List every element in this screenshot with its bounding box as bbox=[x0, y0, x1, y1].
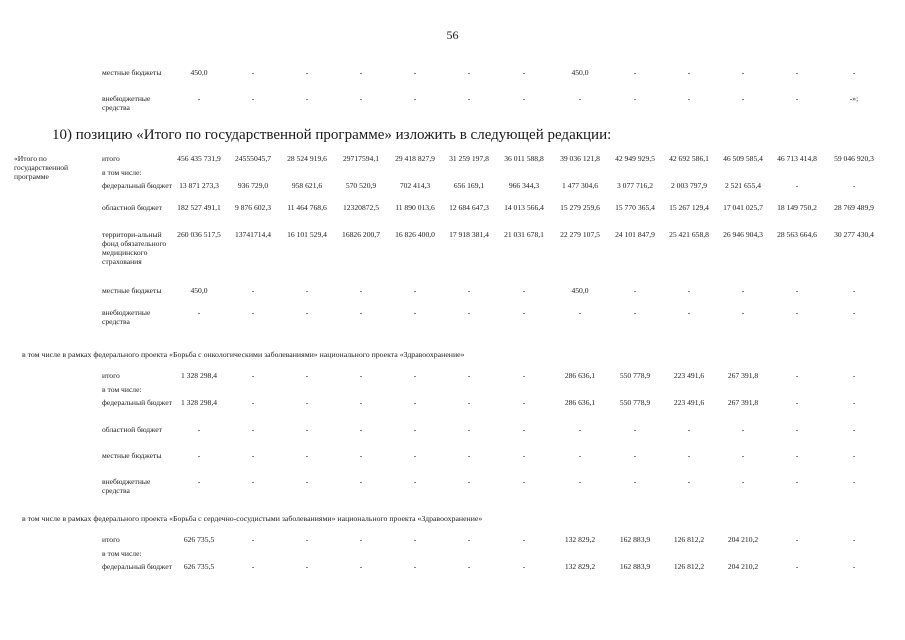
table-cell: - bbox=[305, 308, 309, 317]
table-cell bbox=[280, 168, 334, 181]
table-cell: 450,0 bbox=[190, 286, 208, 295]
section-title: «Итого по государственной программе bbox=[14, 154, 69, 181]
table-cell: - bbox=[413, 371, 417, 380]
table-cell: - bbox=[359, 286, 363, 295]
table-cell: - bbox=[852, 68, 856, 77]
table-cell bbox=[552, 549, 608, 562]
page-number: 56 bbox=[446, 28, 459, 42]
table-cell: - bbox=[197, 477, 201, 486]
table-cell: - bbox=[251, 94, 255, 103]
table-cell: - bbox=[741, 68, 745, 77]
table-cell bbox=[172, 385, 226, 398]
cardio-project-table bbox=[14, 535, 884, 588]
table-cell bbox=[608, 168, 662, 181]
table-cell: 162 883,9 bbox=[619, 535, 651, 544]
table-cell: - bbox=[305, 535, 309, 544]
table-cell: 28 524 919,6 bbox=[287, 154, 327, 163]
table-cell: 162 883,9 bbox=[619, 562, 651, 571]
table-cell: 450,0 bbox=[571, 68, 589, 77]
table-cell: 39 036 121,8 bbox=[560, 154, 600, 163]
table-cell: 59 046 920,3 bbox=[834, 154, 874, 163]
table-cell bbox=[172, 168, 226, 181]
table-cell: - bbox=[633, 425, 637, 434]
table-cell: 12320872,5 bbox=[342, 203, 380, 212]
table-cell: 286 636,1 bbox=[564, 398, 596, 407]
table-cell: 31 259 197,8 bbox=[449, 154, 489, 163]
table-cell: 958 621,6 bbox=[291, 181, 323, 190]
table-cell: - bbox=[197, 94, 201, 103]
table-cell: 182 527 491,1 bbox=[177, 203, 221, 212]
row-label: в том числе: bbox=[102, 168, 142, 177]
table-cell: - bbox=[687, 94, 691, 103]
table-cell bbox=[388, 168, 442, 181]
table-cell: - bbox=[251, 535, 255, 544]
table-cell: 267 391,8 bbox=[727, 371, 759, 380]
table-cell: - bbox=[197, 451, 201, 460]
table-row bbox=[14, 203, 884, 230]
table-cell: - bbox=[522, 451, 526, 460]
table-cell: 13 871 273,3 bbox=[179, 181, 219, 190]
table-cell: 456 435 731,9 bbox=[177, 154, 221, 163]
table-cell: - bbox=[795, 398, 799, 407]
table-cell: 626 735,5 bbox=[183, 562, 215, 571]
table-row bbox=[14, 385, 884, 398]
table-cell: - bbox=[305, 286, 309, 295]
table-row bbox=[14, 451, 884, 477]
table-cell: - bbox=[795, 425, 799, 434]
table-cell: - bbox=[413, 68, 417, 77]
table-cell: 132 829,2 bbox=[564, 535, 596, 544]
table-cell: 26 946 904,3 bbox=[723, 230, 763, 239]
table-cell: - bbox=[522, 286, 526, 295]
table-cell: 3 077 716,2 bbox=[616, 181, 654, 190]
table-cell bbox=[716, 549, 770, 562]
table-cell: 936 729,0 bbox=[237, 181, 269, 190]
row-label: итого bbox=[102, 154, 120, 163]
table-row bbox=[14, 154, 884, 168]
table-cell: - bbox=[305, 68, 309, 77]
table-cell bbox=[662, 385, 716, 398]
table-cell: - bbox=[852, 371, 856, 380]
table-cell: - bbox=[795, 371, 799, 380]
table-cell: - bbox=[522, 308, 526, 317]
row-label: федеральный бюджет bbox=[102, 562, 172, 571]
table-cell: 1 328 298,4 bbox=[180, 371, 218, 380]
table-cell: - bbox=[359, 477, 363, 486]
table-cell: 626 735,5 bbox=[183, 535, 215, 544]
table-cell: - bbox=[578, 477, 582, 486]
row-label: областной бюджет bbox=[102, 203, 162, 212]
table-cell bbox=[662, 549, 716, 562]
table-cell: - bbox=[251, 286, 255, 295]
table-cell: - bbox=[633, 286, 637, 295]
table-cell bbox=[334, 385, 388, 398]
row-label: итого bbox=[102, 535, 120, 544]
table-cell: 126 812,2 bbox=[673, 562, 705, 571]
table-cell: 16 826 400,0 bbox=[395, 230, 435, 239]
table-cell: - bbox=[852, 477, 856, 486]
table-cell: 22 279 107,5 bbox=[560, 230, 600, 239]
table-cell: 25 421 658,8 bbox=[669, 230, 709, 239]
table-cell: - bbox=[467, 451, 471, 460]
table-cell: - bbox=[578, 451, 582, 460]
table-cell: - bbox=[413, 308, 417, 317]
table-cell: 17 041 025,7 bbox=[723, 203, 763, 212]
table-cell: - bbox=[305, 371, 309, 380]
row-label: внебюджетные средства bbox=[102, 94, 151, 112]
table-cell bbox=[496, 549, 552, 562]
table-cell: - bbox=[633, 451, 637, 460]
table-row bbox=[14, 230, 884, 286]
table-cell: - bbox=[852, 286, 856, 295]
table-cell: 223 491,6 bbox=[673, 398, 705, 407]
table-cell: - bbox=[795, 451, 799, 460]
table-cell: 260 036 517,5 bbox=[177, 230, 221, 239]
oncology-project-note: в том числе в рамках федерального проекта «Борьба с онкологическими заболеваниями» национального проекта «Здравоохранение» bbox=[22, 350, 465, 359]
table-cell: - bbox=[197, 425, 201, 434]
table-cell: - bbox=[413, 477, 417, 486]
table-cell: 30 277 430,4 bbox=[834, 230, 874, 239]
table-cell: - bbox=[413, 286, 417, 295]
table-cell: - bbox=[852, 398, 856, 407]
table-cell: - bbox=[251, 477, 255, 486]
table-cell: - bbox=[413, 94, 417, 103]
table-cell: 223 491,6 bbox=[673, 371, 705, 380]
table-cell bbox=[552, 385, 608, 398]
row-label: внебюджетные средства bbox=[102, 477, 151, 495]
table-cell: - bbox=[522, 562, 526, 571]
row-label: местные бюджеты bbox=[102, 68, 162, 77]
table-cell: 204 210,2 bbox=[727, 535, 759, 544]
table-cell: - bbox=[359, 535, 363, 544]
table-row bbox=[14, 535, 884, 549]
table-row bbox=[14, 371, 884, 385]
table-cell: - bbox=[741, 308, 745, 317]
table-cell bbox=[226, 385, 280, 398]
table-cell: 9 876 602,3 bbox=[234, 203, 272, 212]
table-cell: - bbox=[251, 451, 255, 460]
oncology-project-table bbox=[14, 371, 884, 503]
table-cell bbox=[442, 385, 496, 398]
table-row bbox=[14, 168, 884, 181]
table-cell bbox=[334, 168, 388, 181]
continuation-table bbox=[14, 68, 884, 120]
table-cell: 46 509 585,4 bbox=[723, 154, 763, 163]
row-label: местные бюджеты bbox=[102, 286, 162, 295]
table-cell: 18 149 750,2 bbox=[777, 203, 817, 212]
table-cell: - bbox=[687, 477, 691, 486]
table-cell: 1 328 298,4 bbox=[180, 398, 218, 407]
table-cell: 450,0 bbox=[190, 68, 208, 77]
table-cell: 126 812,2 bbox=[673, 535, 705, 544]
table-cell: - bbox=[467, 286, 471, 295]
table-cell bbox=[226, 168, 280, 181]
table-cell: 1 477 304,6 bbox=[561, 181, 599, 190]
table-cell: - bbox=[305, 398, 309, 407]
table-cell: -»; bbox=[849, 94, 859, 103]
table-cell: 286 636,1 bbox=[564, 371, 596, 380]
table-cell: - bbox=[687, 286, 691, 295]
table-cell: - bbox=[522, 371, 526, 380]
row-label: внебюджетные средства bbox=[102, 308, 151, 326]
table-cell: - bbox=[522, 477, 526, 486]
table-cell: - bbox=[305, 425, 309, 434]
table-cell: 550 778,9 bbox=[619, 371, 651, 380]
table-cell bbox=[280, 549, 334, 562]
table-cell: - bbox=[741, 286, 745, 295]
table-cell: 24 101 847,9 bbox=[615, 230, 655, 239]
table-cell: 132 829,2 bbox=[564, 562, 596, 571]
table-cell bbox=[388, 549, 442, 562]
table-cell bbox=[608, 549, 662, 562]
table-cell: - bbox=[359, 398, 363, 407]
table-cell: - bbox=[687, 68, 691, 77]
table-cell: - bbox=[413, 535, 417, 544]
row-label: в том числе: bbox=[102, 385, 142, 394]
table-cell bbox=[226, 549, 280, 562]
table-cell: 12 684 647,3 bbox=[449, 203, 489, 212]
table-cell: - bbox=[741, 477, 745, 486]
table-cell: - bbox=[467, 68, 471, 77]
table-cell bbox=[496, 168, 552, 181]
row-label: итого bbox=[102, 371, 120, 380]
row-label: федеральный бюджет bbox=[102, 398, 172, 407]
table-cell: - bbox=[578, 308, 582, 317]
table-cell: - bbox=[795, 68, 799, 77]
table-cell: 13741714,4 bbox=[234, 230, 272, 239]
cardio-project-note: в том числе в рамках федерального проекта «Борьба с сердечно-сосудистыми заболеваниями» национального проекта «Здравоохранение» bbox=[22, 514, 483, 523]
table-cell: - bbox=[413, 451, 417, 460]
table-cell: - bbox=[795, 94, 799, 103]
table-row bbox=[14, 398, 884, 425]
table-row bbox=[14, 308, 884, 330]
table-cell bbox=[496, 385, 552, 398]
table-cell: - bbox=[359, 68, 363, 77]
table-cell bbox=[442, 168, 496, 181]
table-cell bbox=[334, 549, 388, 562]
table-cell: - bbox=[413, 425, 417, 434]
table-cell: 21 031 678,1 bbox=[504, 230, 544, 239]
table-cell: - bbox=[522, 398, 526, 407]
row-label: местные бюджеты bbox=[102, 451, 162, 460]
table-cell: - bbox=[251, 308, 255, 317]
table-cell: - bbox=[197, 308, 201, 317]
table-cell: - bbox=[741, 94, 745, 103]
table-cell: - bbox=[522, 425, 526, 434]
table-cell: 28 769 489,9 bbox=[834, 203, 874, 212]
table-cell: 966 344,3 bbox=[508, 181, 540, 190]
table-cell bbox=[608, 385, 662, 398]
table-cell: 11 890 013,6 bbox=[395, 203, 435, 212]
table-cell: - bbox=[687, 425, 691, 434]
table-row bbox=[14, 549, 884, 562]
table-cell: - bbox=[578, 425, 582, 434]
table-cell: - bbox=[633, 308, 637, 317]
table-cell: 570 520,9 bbox=[345, 181, 377, 190]
table-cell: - bbox=[687, 308, 691, 317]
table-cell: - bbox=[795, 477, 799, 486]
table-cell: - bbox=[795, 308, 799, 317]
table-cell: 267 391,8 bbox=[727, 398, 759, 407]
table-cell: - bbox=[522, 535, 526, 544]
table-cell: - bbox=[305, 94, 309, 103]
table-cell: 11 464 768,6 bbox=[287, 203, 327, 212]
table-cell: 14 013 566,4 bbox=[504, 203, 544, 212]
table-cell bbox=[662, 168, 716, 181]
table-cell: 36 011 588,8 bbox=[504, 154, 544, 163]
table-row bbox=[14, 94, 884, 120]
table-cell: - bbox=[852, 451, 856, 460]
table-cell: 2 521 655,4 bbox=[724, 181, 762, 190]
table-cell: - bbox=[741, 425, 745, 434]
table-cell: - bbox=[467, 398, 471, 407]
table-cell bbox=[172, 549, 226, 562]
table-cell bbox=[824, 385, 884, 398]
table-cell: - bbox=[251, 398, 255, 407]
table-cell: - bbox=[359, 308, 363, 317]
table-cell bbox=[388, 385, 442, 398]
table-cell: 204 210,2 bbox=[727, 562, 759, 571]
table-cell bbox=[552, 168, 608, 181]
table-cell: - bbox=[251, 371, 255, 380]
table-cell: - bbox=[467, 535, 471, 544]
table-cell: - bbox=[251, 425, 255, 434]
table-cell: - bbox=[359, 94, 363, 103]
table-cell: - bbox=[305, 451, 309, 460]
table-cell: - bbox=[795, 562, 799, 571]
table-cell: - bbox=[413, 398, 417, 407]
table-cell: - bbox=[852, 535, 856, 544]
table-cell bbox=[770, 168, 824, 181]
table-cell: - bbox=[359, 371, 363, 380]
table-cell: 2 003 797,9 bbox=[670, 181, 708, 190]
table-cell bbox=[280, 385, 334, 398]
table-cell: - bbox=[852, 562, 856, 571]
table-cell: - bbox=[852, 425, 856, 434]
table-cell: - bbox=[467, 562, 471, 571]
row-label: областной бюджет bbox=[102, 425, 162, 434]
table-row bbox=[14, 562, 884, 588]
table-cell bbox=[442, 549, 496, 562]
table-cell: 15 279 259,6 bbox=[560, 203, 600, 212]
table-cell: 17 918 381,4 bbox=[449, 230, 489, 239]
table-cell: 550 778,9 bbox=[619, 398, 651, 407]
table-cell: - bbox=[467, 371, 471, 380]
table-cell bbox=[824, 549, 884, 562]
table-cell: 28 563 664,6 bbox=[777, 230, 817, 239]
table-cell: 15 267 129,4 bbox=[669, 203, 709, 212]
table-cell: - bbox=[795, 535, 799, 544]
table-cell: 24555045,7 bbox=[234, 154, 272, 163]
table-row bbox=[14, 286, 884, 308]
table-cell: - bbox=[795, 286, 799, 295]
table-cell: - bbox=[795, 181, 799, 190]
table-cell: - bbox=[741, 451, 745, 460]
table-cell: - bbox=[852, 308, 856, 317]
table-cell: 42 692 586,1 bbox=[669, 154, 709, 163]
table-cell bbox=[770, 549, 824, 562]
table-cell: - bbox=[467, 425, 471, 434]
table-cell: 656 169,1 bbox=[453, 181, 485, 190]
table-cell: - bbox=[359, 451, 363, 460]
table-cell: - bbox=[633, 94, 637, 103]
table-cell: - bbox=[633, 477, 637, 486]
table-cell: - bbox=[633, 68, 637, 77]
table-row bbox=[14, 425, 884, 451]
row-label: федеральный бюджет bbox=[102, 181, 172, 190]
table-cell bbox=[716, 385, 770, 398]
table-cell: - bbox=[467, 308, 471, 317]
table-cell: - bbox=[251, 562, 255, 571]
table-cell: 15 770 365,4 bbox=[615, 203, 655, 212]
table-cell: - bbox=[467, 477, 471, 486]
table-cell: - bbox=[251, 68, 255, 77]
row-label: в том числе: bbox=[102, 549, 142, 558]
table-cell: - bbox=[522, 94, 526, 103]
table-cell: 29717594,1 bbox=[342, 154, 380, 163]
table-row bbox=[14, 68, 884, 94]
table-cell: - bbox=[305, 477, 309, 486]
table-cell: - bbox=[578, 94, 582, 103]
table-cell: - bbox=[852, 181, 856, 190]
table-cell: 46 713 414,8 bbox=[777, 154, 817, 163]
section-heading: 10) позицию «Итого по государственной программе» изложить в следующей редакции: bbox=[52, 127, 612, 143]
table-cell: 42 949 929,5 bbox=[615, 154, 655, 163]
table-cell: 450,0 bbox=[571, 286, 589, 295]
table-cell: - bbox=[359, 562, 363, 571]
table-cell bbox=[716, 168, 770, 181]
table-cell: 29 418 827,9 bbox=[395, 154, 435, 163]
table-cell: - bbox=[359, 425, 363, 434]
table-cell: - bbox=[467, 94, 471, 103]
table-cell: - bbox=[522, 68, 526, 77]
table-cell: - bbox=[413, 562, 417, 571]
table-cell: - bbox=[305, 562, 309, 571]
table-cell bbox=[824, 168, 884, 181]
table-row bbox=[14, 477, 884, 503]
total-program-table bbox=[14, 154, 884, 330]
table-cell bbox=[770, 385, 824, 398]
table-cell: - bbox=[687, 451, 691, 460]
table-cell: 702 414,3 bbox=[399, 181, 431, 190]
table-cell: 16826 200,7 bbox=[342, 230, 380, 239]
table-row bbox=[14, 181, 884, 203]
row-label: территори-альный фонд обязательного медицинского страхования bbox=[102, 230, 167, 266]
table-cell: 16 101 529,4 bbox=[287, 230, 327, 239]
